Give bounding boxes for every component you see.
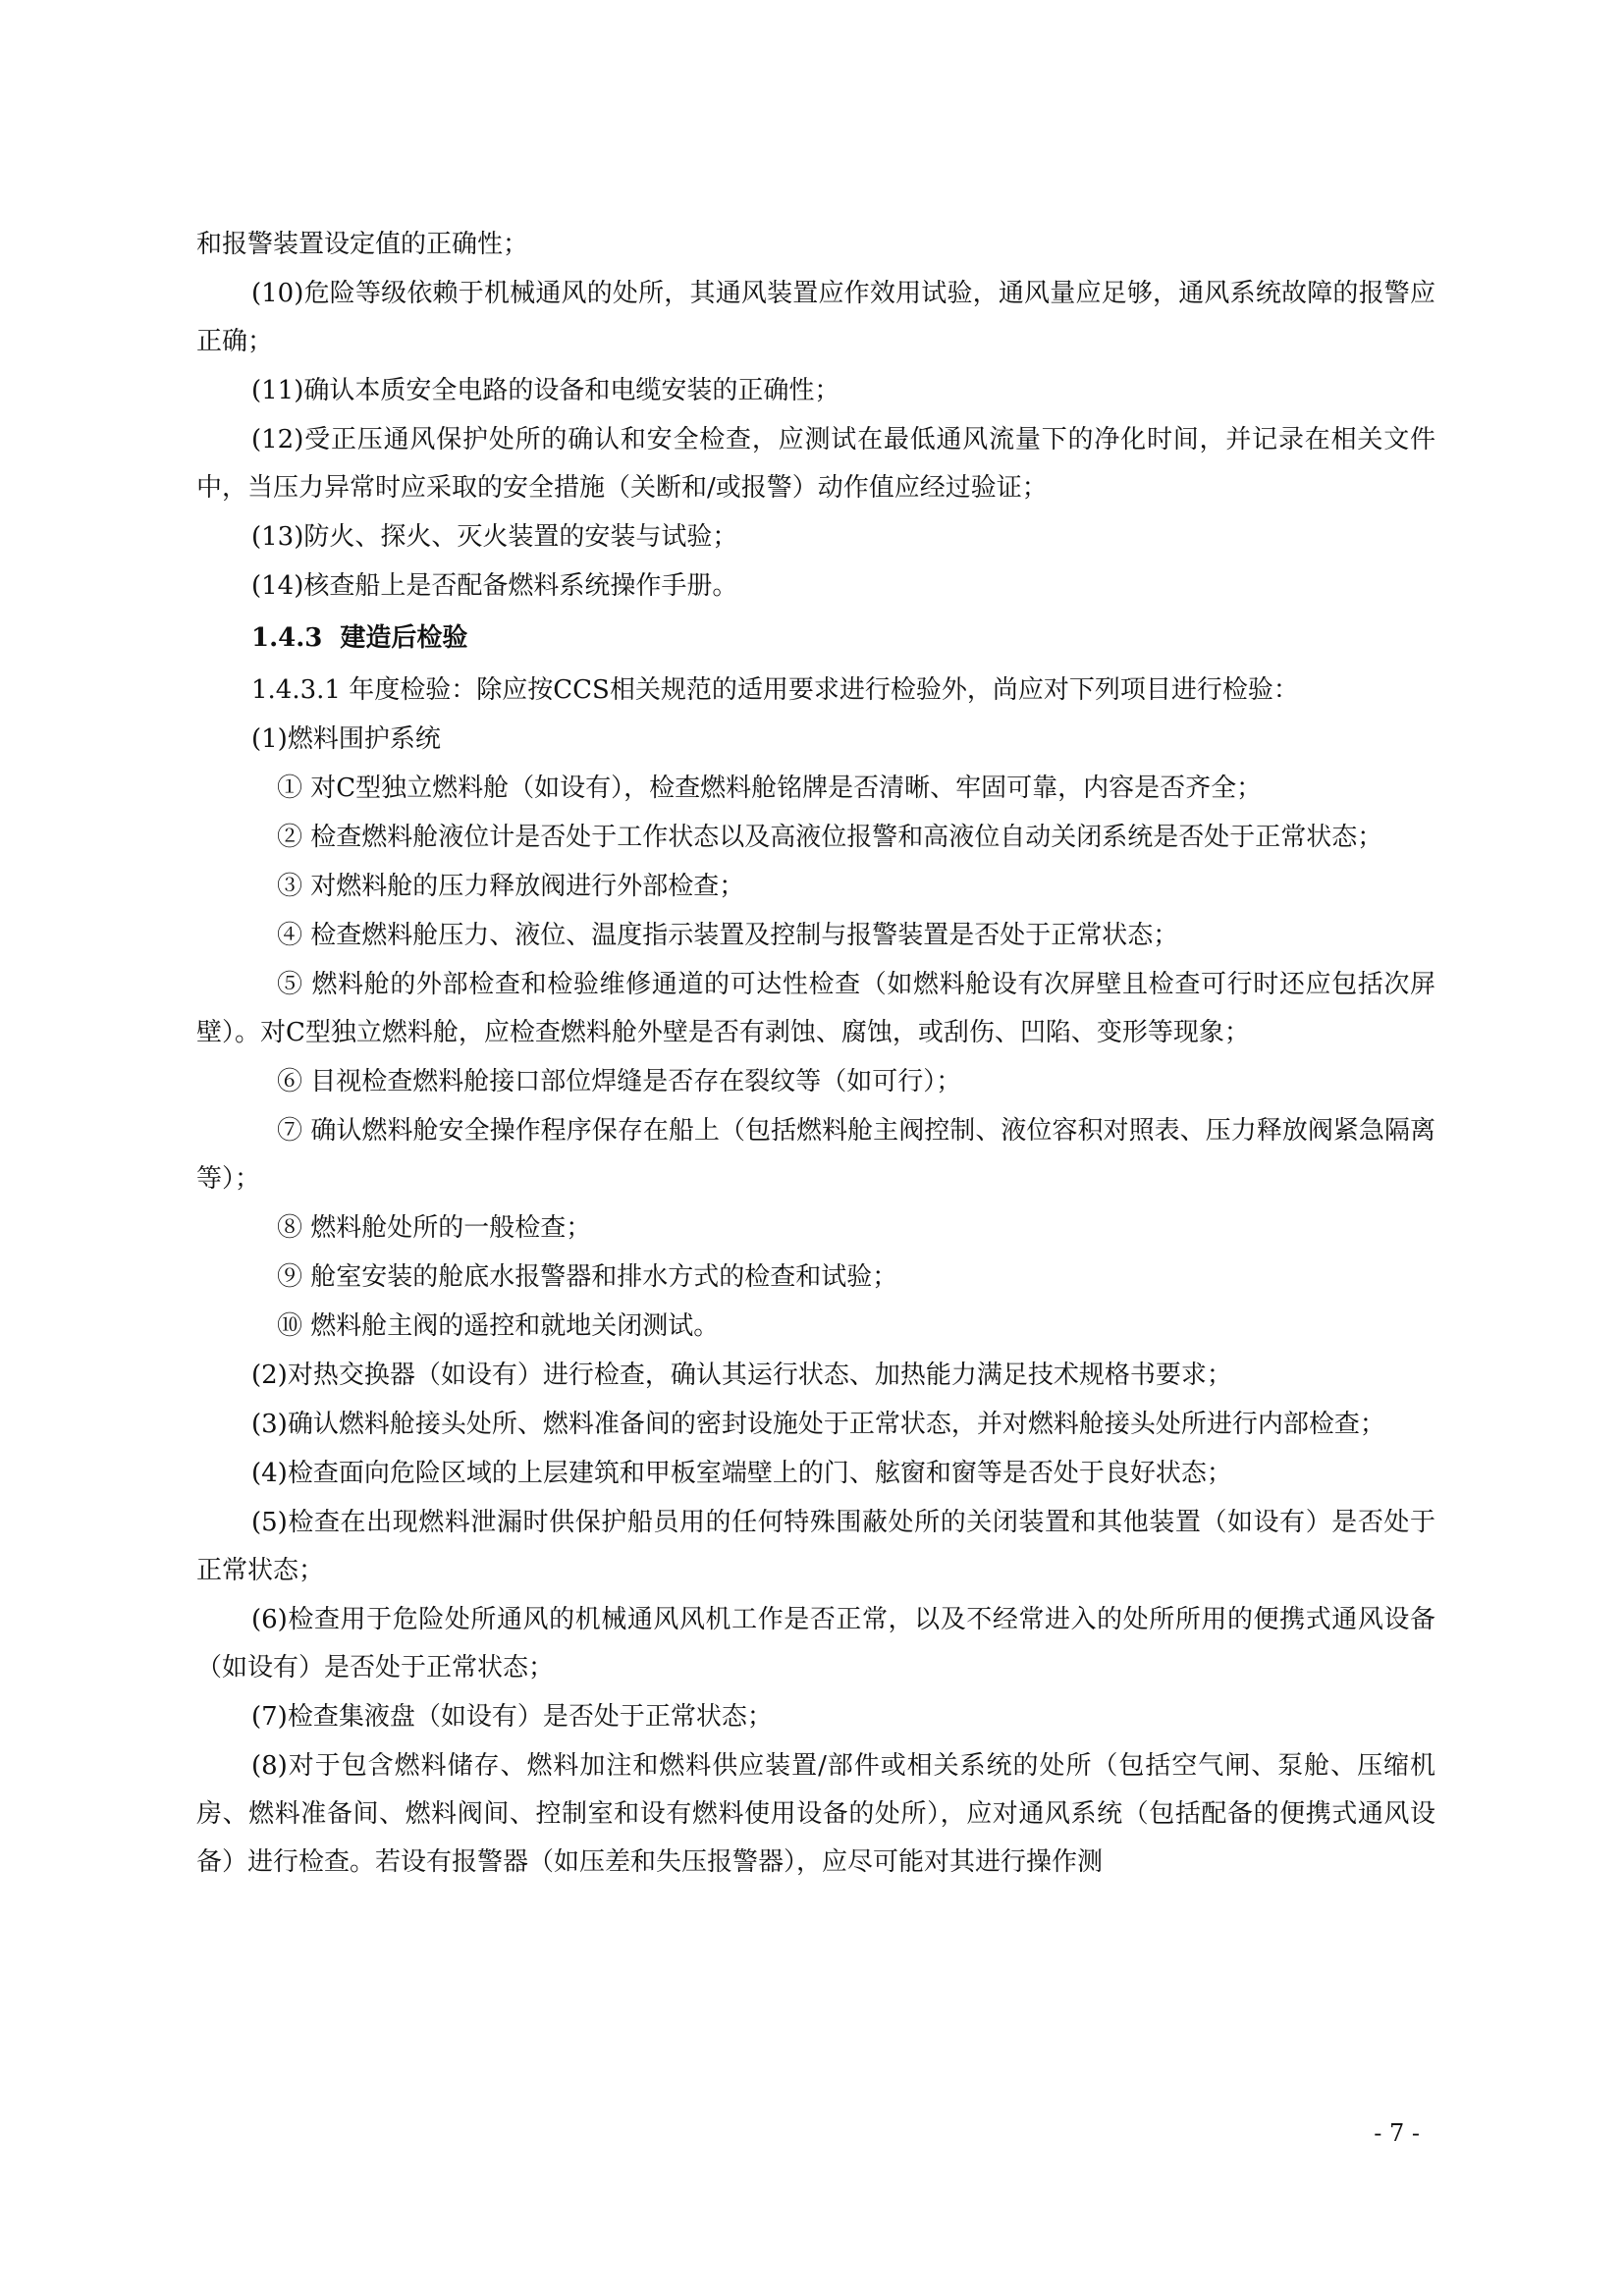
paragraph-item-11: (11)确认本质安全电路的设备和电缆安装的正确性； [251, 376, 840, 405]
sub-item-8: ⑧ 燃料舱处所的一般检查； [277, 1213, 592, 1243]
clause-annual-survey: 1.4.3.1 年度检验：除应按CCS相关规范的适用要求进行检验外，尚应对下列项目进行检验： [251, 675, 1299, 705]
paragraph-item-13: (13)防火、探火、灭火装置的安装与试验； [251, 522, 738, 552]
paragraph-item-14: (14)核查船上是否配备燃料系统操作手册。 [251, 571, 738, 601]
sub-item-7: ⑦ 确认燃料舱安全操作程序保存在船上（包括燃料舱主阀控制、液位容积对照表、压力释放阀紧急隔离等）； [196, 1116, 1435, 1194]
section-heading [251, 614, 1435, 663]
page-body [196, 221, 1435, 1888]
paragraph-item-12: (12)受正压通风保护处所的确认和安全检查，应测试在最低通风流量下的净化时间，并记录在相关文件中，当压力异常时应采取的安全措施（关断和/或报警）动作值应经过验证； [196, 425, 1435, 503]
item-1-title: (1)燃料围护系统 [251, 724, 441, 754]
sub-item-1: ① 对C型独立燃料舱（如设有），检查燃料舱铭牌是否清晰、牢固可靠，内容是否齐全； [277, 774, 1263, 803]
sub-item-5: ⑤ 燃料舱的外部检查和检验维修通道的可达性检查（如燃料舱设有次屏壁且检查可行时还应包括次屏壁）。对C型独立燃料舱，应检查燃料舱外壁是否有剥蚀、腐蚀，或刮伤、凹陷、变形等现象； [196, 970, 1435, 1047]
item-3: (3)确认燃料舱接头处所、燃料准备间的密封设施处于正常状态，并对燃料舱接头处所进行内部检查； [251, 1410, 1385, 1439]
item-5: (5)检查在出现燃料泄漏时供保护船员用的任何特殊围蔽处所的关闭装置和其他装置（如设有）是否处于正常状态； [196, 1508, 1435, 1585]
section-title: 建造后检验 [340, 623, 468, 653]
sub-item-4: ④ 检查燃料舱压力、液位、温度指示装置及控制与报警装置是否处于正常状态； [277, 921, 1179, 950]
page-number: - 7 - [1374, 2119, 1420, 2147]
item-2: (2)对热交换器（如设有）进行检查，确认其运行状态、加热能力满足技术规格书要求； [251, 1361, 1232, 1390]
paragraph-continuation: 和报警装置设定值的正确性； [196, 230, 529, 259]
item-6: (6)检查用于危险处所通风的机械通风风机工作是否正常，以及不经常进入的处所所用的便携式通风设备（如设有）是否处于正常状态； [196, 1605, 1435, 1682]
sub-item-9: ⑨ 舱室安装的舱底水报警器和排水方式的检查和试验； [277, 1262, 898, 1292]
sub-item-10: ⑩ 燃料舱主阀的遥控和就地关闭测试。 [277, 1311, 720, 1341]
sub-item-2: ② 检查燃料舱液位计是否处于工作状态以及高液位报警和高液位自动关闭系统是否处于正常状态； [277, 823, 1383, 852]
section-number: 1.4.3 [251, 623, 323, 653]
sub-item-3: ③ 对燃料舱的压力释放阀进行外部检查； [277, 872, 745, 901]
item-7: (7)检查集液盘（如设有）是否处于正常状态； [251, 1702, 773, 1732]
paragraph-item-10: (10)危险等级依赖于机械通风的处所，其通风装置应作效用试验，通风量应足够，通风系统故障的报警应正确； [196, 279, 1435, 356]
item-8: (8)对于包含燃料储存、燃料加注和燃料供应装置/部件或相关系统的处所（包括空气闸、泵舱、压缩机房、燃料准备间、燃料阀间、控制室和设有燃料使用设备的处所），应对通风系统（包括配备的便携式通风设备）进行检查。若设有报警器（如压差和失压报警器），应尽可能对其进行操作测 [196, 1751, 1435, 1877]
item-4: (4)检查面向危险区域的上层建筑和甲板室端壁上的门、舷窗和窗等是否处于良好状态； [251, 1459, 1232, 1488]
sub-item-6: ⑥ 目视检查燃料舱接口部位焊缝是否存在裂纹等（如可行）； [277, 1067, 962, 1096]
